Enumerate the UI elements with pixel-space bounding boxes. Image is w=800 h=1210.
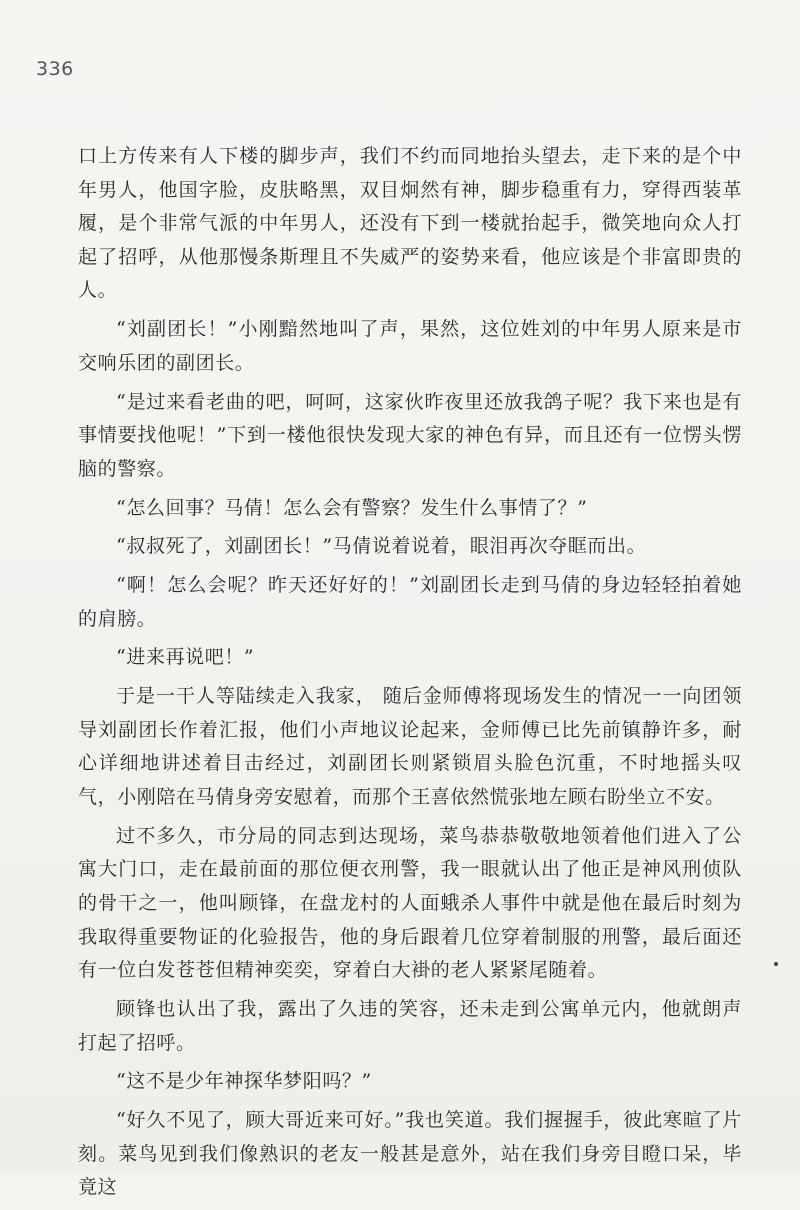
body-text bbox=[78, 140, 742, 1210]
paragraph: “好久不见了，顾大哥近来可好。”我也笑道。我们握握手，彼此寒暄了片刻。菜鸟见到我们像熟识的老友一般甚是意外，站在我们身旁目瞪口呆，毕竟这 bbox=[78, 1109, 742, 1199]
paragraph: 于是一干人等陆续走入我家， 随后金师傅将现场发生的情况一一向团领导刘副团长作着汇报，他们小声地议论起来，金师傅已比先前镇静许多，耐心详细地讲述着目击经过，刘副团长则紧锁眉头脸色沉重，不时地摇头叹气，小刚陪在马倩身旁安慰着，而那个王喜依然慌张地左顾右盼坐立不安。 bbox=[78, 685, 742, 808]
page-number: 336 bbox=[36, 58, 74, 80]
paragraph: “进来再说吧！” bbox=[116, 646, 255, 669]
paragraph: “叔叔死了，刘副团长！”马倩说着说着，眼泪再次夺眶而出。 bbox=[116, 535, 647, 558]
paragraph: “是过来看老曲的吧，呵呵，这家伙昨夜里还放我鸽子呢？我下来也是有事情要找他呢！”下到一楼他很快发现大家的神色有异，而且还有一位愣头愣脑的警察。 bbox=[78, 390, 742, 480]
paragraph: 过不多久，市分局的同志到达现场，菜鸟恭恭敬敬地领着他们进入了公寓大门口，走在最前面的那位便衣刑警，我一眼就认出了他正是神风刑侦队的骨干之一，他叫顾锋，在盘龙村的人面蛾杀人事件中就是他在最后时刻为我取得重要物证的化验报告，他的身后跟着几位穿着制服的刑警，最后面还有一位白发苍苍但精神奕奕，穿着白大褂的老人紧紧尾随着。 bbox=[78, 824, 742, 982]
margin-speck bbox=[774, 962, 778, 966]
paragraph: “这不是少年神探华梦阳吗？” bbox=[116, 1070, 372, 1093]
paragraph: “啊！怎么会呢？昨天还好好的！”刘副团长走到马倩的身边轻轻拍着她的肩膀。 bbox=[78, 574, 742, 630]
paragraph: 口上方传来有人下楼的脚步声，我们不约而同地抬头望去，走下来的是个中年男人，他国字脸，皮肤略黑，双目炯然有神，脚步稳重有力，穿得西装革履，是个非常气派的中年男人，还没有下到一楼就抬起手，微笑地向众人打起了招呼，从他那慢条斯理且不失威严的姿势来看，他应该是个非富即贵的人。 bbox=[78, 145, 742, 302]
paragraph: “刘副团长！”小刚黯然地叫了声，果然，这位姓刘的中年男人原来是市交响乐团的副团长。 bbox=[78, 318, 742, 374]
paragraph: “怎么回事？马倩！怎么会有警察？发生什么事情了？” bbox=[116, 496, 588, 519]
paragraph: 顾锋也认出了我，露出了久违的笑容，还未走到公寓单元内，他就朗声打起了招呼。 bbox=[78, 997, 742, 1054]
